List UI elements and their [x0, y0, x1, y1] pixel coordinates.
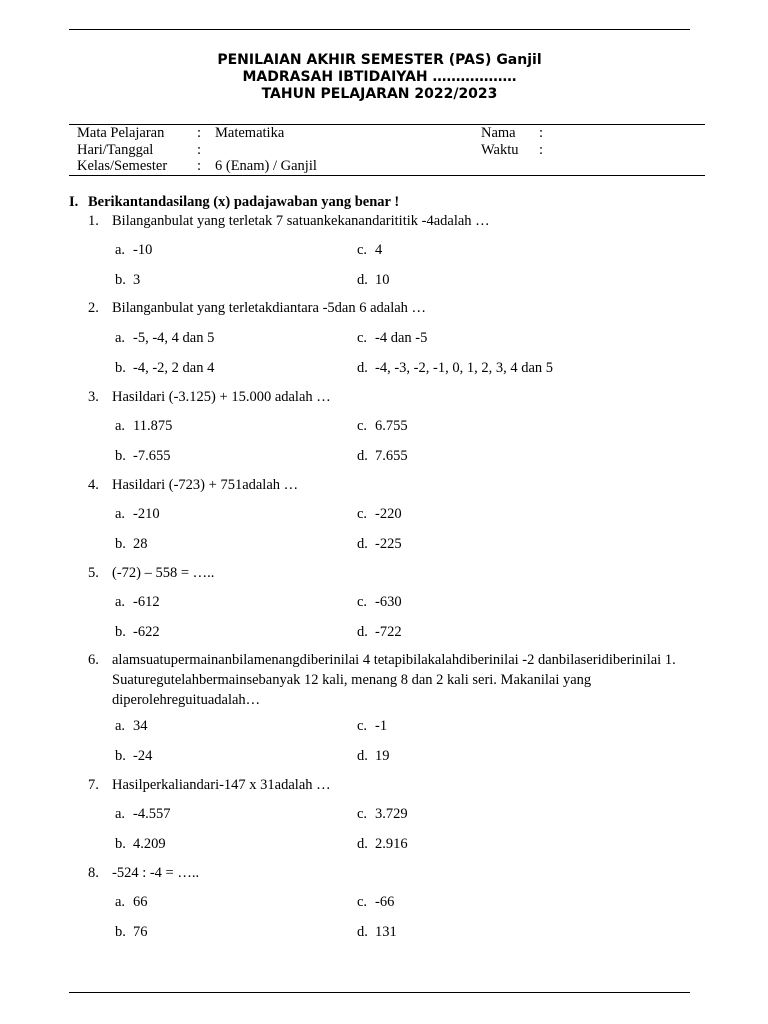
option-letter: a.	[115, 894, 126, 910]
option-letter: c.	[357, 806, 368, 822]
option-text: -7.655	[133, 448, 171, 464]
option-text: -220	[375, 506, 402, 522]
option-text: 4	[375, 242, 383, 258]
question-number: 6.	[88, 652, 99, 668]
option-letter: a.	[115, 594, 126, 610]
class-value: 6 (Enam) / Ganjil	[215, 158, 317, 174]
question-item	[88, 863, 708, 940]
option-text: 2.916	[375, 836, 408, 852]
option-letter: d.	[357, 748, 368, 764]
option-letter: b.	[115, 360, 126, 376]
option-text: -630	[375, 594, 402, 610]
option-letter: a.	[115, 418, 126, 434]
subject-value: Matematika	[215, 125, 285, 141]
option-text: 11.875	[133, 418, 173, 434]
option-text: 10	[375, 272, 390, 288]
info-row-day	[69, 142, 705, 159]
option-text: -4 dan -5	[375, 330, 428, 346]
answer-option[interactable]	[357, 835, 408, 853]
answer-option[interactable]	[357, 417, 408, 435]
answer-option[interactable]	[357, 805, 408, 823]
option-text: 131	[375, 924, 397, 940]
question-item	[88, 387, 708, 464]
option-text: -4, -2, 2 dan 4	[133, 360, 215, 376]
option-text: 66	[133, 894, 148, 910]
option-text: 76	[133, 924, 148, 940]
colon: :	[197, 142, 202, 158]
section-heading	[69, 194, 399, 211]
class-label: Kelas/Semester	[77, 158, 168, 174]
answer-option[interactable]	[357, 447, 408, 465]
question-item	[88, 475, 708, 552]
question-number: 1.	[88, 213, 99, 229]
school-year: TAHUN PELAJARAN 2022/2023	[261, 86, 498, 102]
option-text: 6.755	[375, 418, 408, 434]
question-stem	[88, 475, 708, 495]
answer-option[interactable]	[115, 593, 160, 611]
answer-option[interactable]	[357, 359, 553, 377]
question-text: Hasildari (-723) + 751adalah …	[112, 477, 299, 493]
exam-title: PENILAIAN AKHIR SEMESTER (PAS) Ganjil	[217, 52, 542, 68]
option-text: -24	[133, 748, 153, 764]
question-text: alamsuatupermainanbilamenangdiberinilai 4 tetapibilakalahdiberinilai -2 danbilaseridiberinilai 1. Suaturegutelahbermainsebanyak 12 kali, menang 8 dan 2 kali seri. Makanilai yang diperolehreguituadalah…	[112, 652, 676, 708]
option-letter: b.	[115, 448, 126, 464]
option-text: 28	[133, 536, 148, 552]
answer-option[interactable]	[115, 535, 148, 553]
question-stem	[88, 387, 708, 407]
option-letter: d.	[357, 924, 368, 940]
option-text: -1	[375, 718, 388, 734]
option-text: -4, -3, -2, -1, 0, 1, 2, 3, 4 dan 5	[375, 360, 554, 376]
question-text: Hasildari (-3.125) + 15.000 adalah …	[112, 389, 331, 405]
option-letter: d.	[357, 360, 368, 376]
answer-option[interactable]	[357, 623, 402, 641]
question-text: -524 : -4 = …..	[112, 865, 200, 881]
option-letter: b.	[115, 624, 126, 640]
answer-option[interactable]	[115, 893, 148, 911]
question-stem	[88, 563, 708, 583]
option-text: -4.557	[133, 806, 171, 822]
option-letter: b.	[115, 536, 126, 552]
section-instruction: Berikantandasilang (x) padajawaban yang benar !	[88, 194, 400, 210]
question-stem	[88, 863, 708, 883]
question-number: 5.	[88, 565, 99, 581]
day-label: Hari/Tanggal	[77, 142, 154, 158]
option-letter: a.	[115, 242, 126, 258]
question-stem	[88, 211, 708, 231]
answer-option[interactable]	[115, 417, 172, 435]
answer-option[interactable]	[357, 747, 390, 765]
option-text: 3.729	[375, 806, 408, 822]
answer-option[interactable]	[357, 717, 387, 735]
option-text: 7.655	[375, 448, 408, 464]
answer-option[interactable]	[357, 329, 427, 347]
option-letter: b.	[115, 748, 126, 764]
question-stem	[88, 775, 708, 795]
time-label: Waktu	[481, 142, 519, 158]
option-text: -66	[375, 894, 395, 910]
option-letter: b.	[115, 836, 126, 852]
answer-option[interactable]	[357, 241, 382, 259]
option-text: -225	[375, 536, 402, 552]
school-name: MADRASAH IBTIDAIYAH ………………	[242, 69, 517, 85]
question-text: (-72) – 558 = …..	[112, 565, 215, 581]
question-item	[88, 650, 708, 764]
answer-option[interactable]	[115, 717, 148, 735]
colon: :	[539, 125, 544, 141]
option-text: -612	[133, 594, 160, 610]
answer-option[interactable]	[115, 747, 152, 765]
question-text: Bilanganbulat yang terletak 7 satuankekanandarititik -4adalah …	[112, 213, 490, 229]
option-letter: c.	[357, 418, 368, 434]
option-letter: a.	[115, 506, 126, 522]
answer-option[interactable]	[115, 271, 140, 289]
option-text: 34	[133, 718, 148, 734]
answer-option[interactable]	[115, 623, 160, 641]
answer-option[interactable]	[115, 835, 166, 853]
option-letter: c.	[357, 894, 368, 910]
option-letter: a.	[115, 806, 126, 822]
colon: :	[539, 142, 544, 158]
info-row-class	[69, 158, 705, 175]
question-text: Hasilperkaliandari-147 x 31adalah …	[112, 777, 331, 793]
answer-option[interactable]	[115, 505, 160, 523]
question-text: Bilanganbulat yang terletakdiantara -5dan 6 adalah …	[112, 300, 427, 316]
name-label: Nama	[481, 125, 516, 141]
question-item	[88, 211, 708, 288]
bottom-rule	[69, 992, 690, 993]
question-number: 7.	[88, 777, 99, 793]
option-text: -5, -4, 4 dan 5	[133, 330, 215, 346]
option-text: 4.209	[133, 836, 166, 852]
option-letter: d.	[357, 272, 368, 288]
colon: :	[197, 125, 202, 141]
answer-option[interactable]	[357, 271, 390, 289]
option-letter: d.	[357, 624, 368, 640]
option-text: 3	[133, 272, 141, 288]
option-letter: d.	[357, 836, 368, 852]
option-text: -10	[133, 242, 153, 258]
option-letter: b.	[115, 272, 126, 288]
answer-option[interactable]	[357, 505, 402, 523]
option-letter: d.	[357, 448, 368, 464]
answer-option[interactable]	[115, 923, 148, 941]
question-number: 8.	[88, 865, 99, 881]
answer-option[interactable]	[357, 893, 394, 911]
answer-option[interactable]	[357, 923, 397, 941]
question-stem	[88, 298, 708, 318]
question-stem	[88, 650, 708, 710]
option-letter: c.	[357, 718, 368, 734]
answer-option[interactable]	[357, 535, 402, 553]
question-item	[88, 298, 708, 376]
option-text: 19	[375, 748, 390, 764]
question-item	[88, 775, 708, 852]
option-text: -210	[133, 506, 160, 522]
answer-option[interactable]	[115, 241, 152, 259]
question-number: 4.	[88, 477, 99, 493]
option-letter: c.	[357, 594, 368, 610]
option-letter: a.	[115, 718, 126, 734]
colon: :	[197, 158, 202, 174]
option-letter: d.	[357, 536, 368, 552]
option-letter: c.	[357, 506, 368, 522]
question-item	[88, 563, 708, 640]
option-letter: c.	[357, 330, 368, 346]
option-letter: c.	[357, 242, 368, 258]
top-rule	[69, 29, 690, 30]
answer-option[interactable]	[115, 805, 170, 823]
option-letter: b.	[115, 924, 126, 940]
subject-label: Mata Pelajaran	[77, 125, 165, 141]
option-letter: a.	[115, 330, 126, 346]
exam-header	[69, 52, 690, 103]
question-number: 3.	[88, 389, 99, 405]
option-text: -722	[375, 624, 402, 640]
option-text: -622	[133, 624, 160, 640]
section-number: I.	[69, 194, 79, 210]
info-row-subject	[69, 125, 705, 142]
answer-option[interactable]	[357, 593, 402, 611]
question-number: 2.	[88, 300, 99, 316]
answer-option[interactable]	[115, 359, 214, 377]
answer-option[interactable]	[115, 329, 214, 347]
answer-option[interactable]	[115, 447, 170, 465]
exam-info-box	[69, 124, 705, 176]
